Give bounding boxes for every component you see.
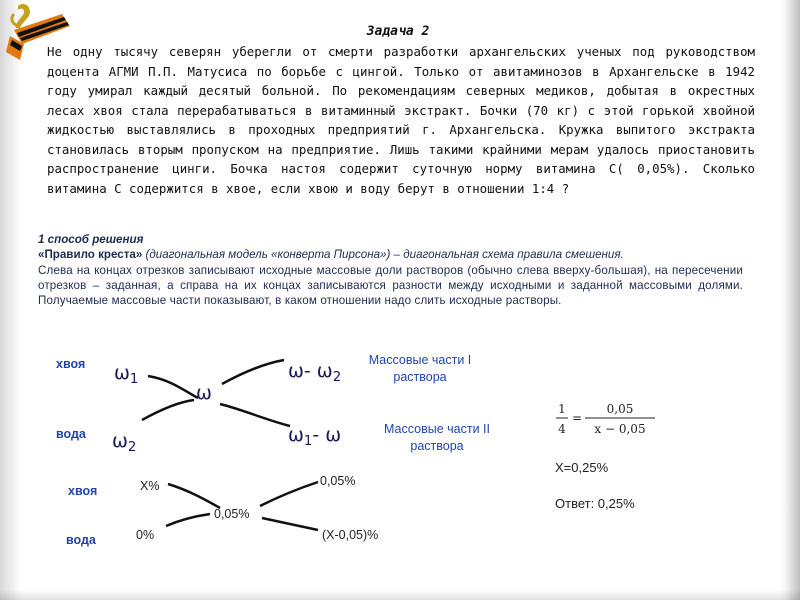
task-text: Не одну тысячу северян уберегли от смерти разработки архангельских ученых под руководством доцента АГМИ П.П. Матусиса по борьбе с цингой. Только от авитаминозов в Архангельске в 1942 году умирал каждый десятый больной. По рекомендациям северных медиков, добытая в окрестных лесах хвоя стала перерабатываться в витаминный экстракт. Бочки (70 кг) с этой горькой хвойной жидкостью выставлялись в проходных предприятий г. Архангельска. Кружка выпитого экстракта становилась вторым пропуском на предприятие. Лишь такими крайними мерам удалось приостановить распространение цинги. Бочка настоя содержит суточную норму витамина С( 0,05%). Сколько витамина С содержится в хвое, если хвою и воду берут в отношении 1:4 ? xyxy=(47,44,755,196)
eq-equals-sign: = xyxy=(572,411,583,425)
value-right-bottom: (Х-0,05)% xyxy=(322,528,379,542)
value-zero-percent: 0% xyxy=(136,528,155,542)
task-title: Задача 2 xyxy=(366,24,430,39)
eq-lhs-denominator: 4 xyxy=(558,422,566,436)
label-pine-needles-2: хвоя xyxy=(68,484,98,498)
value-right-top: 0,05% xyxy=(320,474,356,488)
mass-parts-solution-2: Массовые части II раствора xyxy=(384,422,490,453)
label-water-1: вода xyxy=(56,427,86,441)
proportion-equation xyxy=(555,398,665,440)
slide-shadow-right xyxy=(786,0,800,600)
omega-1: $\omega_1$ xyxy=(114,362,139,387)
omega-minus-omega2: ω- $\omega_2$ xyxy=(288,360,342,385)
mass-parts-solution-1: Массовые части I раствора xyxy=(368,353,472,384)
answer-text: Ответ: 0,25% xyxy=(555,496,635,511)
result-value: Х=0,25% xyxy=(555,460,609,475)
eq-lhs-numerator: 1 xyxy=(558,402,566,416)
eq-rhs-numerator: 0,05 xyxy=(606,402,634,416)
value-x-percent: Х% xyxy=(140,479,160,493)
label-water-2: вода xyxy=(66,533,96,547)
omega1-minus-omega: $\omega_1-$ ω xyxy=(288,424,342,449)
solution-body: Слева на концах отрезков записывают исходные массовые доли растворов (обычно слева вверху-большая), на пересечении отрезков – заданная, а справа на их концах записываются разности между исходными и заданной массовыми долями. Получаемые массовые части показывают, в каком отношении надо слить исходные растворы. xyxy=(38,263,743,308)
eq-rhs-denominator: x − 0,05 xyxy=(594,422,646,436)
solution-block xyxy=(38,232,743,308)
method-name: «Правило креста» xyxy=(38,248,143,262)
label-pine-needles-1: хвоя xyxy=(56,357,86,371)
slide-shadow-bottom xyxy=(0,590,800,600)
omega-center: ω xyxy=(196,382,212,404)
omega-2: $\omega_2$ xyxy=(112,430,137,455)
solution-heading: 1 способ решения xyxy=(38,233,144,246)
method-description: (диагональная модель «конверта Пирсона») – диагональная схема правила смешения. xyxy=(142,248,624,262)
method-line xyxy=(38,247,743,262)
value-center-percent: 0,05% xyxy=(214,507,250,521)
